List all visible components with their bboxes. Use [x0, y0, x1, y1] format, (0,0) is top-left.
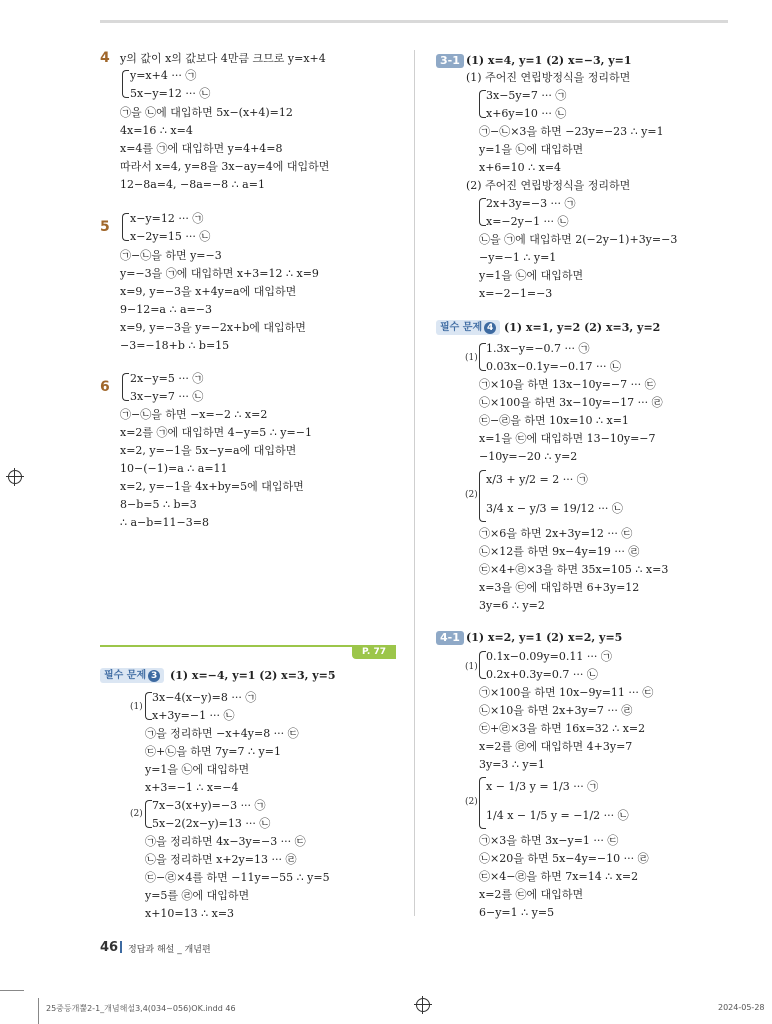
exercise-badge: 3-1	[436, 54, 464, 68]
print-file-info: 25중등개뿔2-1_개념해설3,4(034~056)OK.indd 46	[46, 1004, 236, 1013]
solution-line: ㉢−㉣을 하면 10x=10 ∴ x=1	[479, 414, 629, 427]
system-brace	[145, 800, 152, 828]
registration-mark-icon	[416, 998, 430, 1012]
print-date: 2024-05-28	[718, 1003, 765, 1012]
solution-line: ∴ a−b=11−3=8	[120, 516, 209, 529]
system-brace	[479, 777, 486, 829]
page-reference-tab: P. 77	[352, 645, 396, 659]
problem-number: 4	[100, 50, 110, 66]
equation-line: x−2y=15 ··· ㉡	[130, 230, 211, 243]
answer-line: (1) x=−4, y=1 (2) x=3, y=5	[170, 669, 336, 682]
system-brace	[145, 692, 152, 720]
equation-line: 2x−y=5 ··· ㉠	[130, 372, 204, 385]
solution-line: (1) 주어진 연립방정식을 정리하면	[466, 71, 631, 84]
solution-line: −y=−1 ∴ y=1	[479, 251, 557, 264]
solution-line: ㉢×4+㉣×3을 하면 35x=105 ∴ x=3	[479, 563, 669, 576]
solution-line: x=2를 ㉢에 대입하면	[479, 888, 584, 901]
system-brace	[122, 70, 129, 98]
equation-line: x+3y=−1 ··· ㉡	[152, 709, 235, 722]
solution-line: 9−12=a ∴ a=−3	[120, 303, 212, 316]
solution-line: 따라서 x=4, y=8을 3x−ay=4에 대입하면	[120, 160, 330, 173]
system-brace	[479, 343, 486, 371]
system-brace	[479, 651, 486, 679]
equation-line: 1/4 x − 1/5 y = −1/2 ··· ㉡	[486, 809, 629, 822]
equation-line: 3/4 x − y/3 = 19/12 ··· ㉡	[486, 502, 623, 515]
solution-line: ㉢+㉣×3을 하면 16x=32 ∴ x=2	[479, 722, 646, 735]
badge-label: 필수 문제	[440, 322, 483, 333]
solution-line: x=2, y=−1을 5x−y=a에 대입하면	[120, 444, 297, 457]
badge-number: 3	[148, 670, 160, 682]
footer-title: 정답과 해설 _ 개념편	[128, 945, 211, 955]
solution-line: x=3을 ㉢에 대입하면 6+3y=12	[479, 581, 640, 594]
solution-line: x+3=−1 ∴ x=−4	[145, 781, 239, 794]
top-rule	[100, 20, 728, 23]
equation-line: x=−2y−1 ··· ㉡	[486, 215, 569, 228]
solution-line: 12−8a=4, −8a=−8 ∴ a=1	[120, 178, 265, 191]
solution-line: 3y=6 ∴ y=2	[479, 599, 545, 612]
badge-label: 필수 문제	[104, 670, 147, 681]
solution-line: x+10=13 ∴ x=3	[145, 907, 235, 920]
registration-mark-icon	[8, 470, 22, 484]
solution-line: ㉡×100을 하면 3x−10y=−17 ··· ㉣	[479, 396, 663, 409]
solution-line: −10y=−20 ∴ y=2	[479, 450, 578, 463]
solution-line: 4x=16 ∴ x=4	[120, 124, 193, 137]
solution-line: ㉡을 정리하면 x+2y=13 ··· ㉣	[145, 853, 297, 866]
subquestion-label: (2)	[130, 809, 143, 819]
subquestion-label: (2)	[465, 797, 478, 807]
problem-number: 5	[100, 219, 110, 235]
solution-line: ㉠×3을 하면 3x−y=1 ··· ㉢	[479, 834, 619, 847]
crop-mark	[0, 990, 24, 991]
equation-line: 3x−5y=7 ··· ㉠	[486, 89, 567, 102]
solution-line: 6−y=1 ∴ y=5	[479, 906, 555, 919]
subquestion-label: (1)	[130, 702, 143, 712]
equation-line: 7x−3(x+y)=−3 ··· ㉠	[152, 799, 266, 812]
answer-line: (1) x=4, y=1 (2) x=−3, y=1	[466, 54, 632, 67]
equation-line: 3x−y=7 ··· ㉡	[130, 390, 204, 403]
solution-line: ㉢−㉣×4를 하면 −11y=−55 ∴ y=5	[145, 871, 330, 884]
equation-line: 3x−4(x−y)=8 ··· ㉠	[152, 691, 257, 704]
solution-line: x=−2−1=−3	[479, 287, 553, 300]
solution-line: ㉠×10을 하면 13x−10y=−7 ··· ㉢	[479, 378, 656, 391]
equation-line: y=x+4 ··· ㉠	[130, 69, 197, 82]
solution-line: x=9, y=−3을 y=−2x+b에 대입하면	[120, 321, 306, 334]
solution-line: x+6=10 ∴ x=4	[479, 161, 562, 174]
column-divider	[414, 50, 415, 916]
solution-line: ㉢+㉡을 하면 7y=7 ∴ y=1	[145, 745, 281, 758]
solution-line: y의 값이 x의 값보다 4만큼 크므로 y=x+4	[120, 52, 326, 65]
system-brace	[479, 90, 486, 118]
solution-line: ㉡×12를 하면 9x−4y=19 ··· ㉣	[479, 545, 640, 558]
equation-line: 0.03x−0.1y=−0.17 ··· ㉡	[486, 360, 622, 373]
badge-number: 4	[484, 322, 496, 334]
solution-line: ㉡을 ㉠에 대입하면 2(−2y−1)+3y=−3	[479, 233, 678, 246]
solution-line: y=1을 ㉡에 대입하면	[145, 763, 250, 776]
solution-line: (2) 주어진 연립방정식을 정리하면	[466, 179, 631, 192]
equation-line: x−y=12 ··· ㉠	[130, 212, 204, 225]
subquestion-label: (1)	[465, 353, 478, 363]
solution-line: ㉠×6을 하면 2x+3y=12 ··· ㉢	[479, 527, 633, 540]
problem-badge	[100, 668, 164, 683]
solution-line: ㉠을 정리하면 4x−3y=−3 ··· ㉢	[145, 835, 306, 848]
solution-line: ㉡×20을 하면 5x−4y=−10 ··· ㉣	[479, 852, 649, 865]
page-number: 46	[100, 940, 119, 955]
solution-line: ㉡×10을 하면 2x+3y=7 ··· ㉣	[479, 704, 633, 717]
solution-line: 8−b=5 ∴ b=3	[120, 498, 197, 511]
solution-line: x=2를 ㉠에 대입하면 4−y=5 ∴ y=−1	[120, 426, 312, 439]
subquestion-label: (1)	[465, 662, 478, 672]
equation-line: 5x−y=12 ··· ㉡	[130, 87, 211, 100]
solution-line: y=1을 ㉡에 대입하면	[479, 269, 584, 282]
system-brace	[479, 470, 486, 522]
problem-number: 6	[100, 379, 110, 395]
solution-line: ㉠−㉡을 하면 y=−3	[120, 249, 222, 262]
equation-line: 2x+3y=−3 ··· ㉠	[486, 197, 576, 210]
equation-line: x/3 + y/2 = 2 ··· ㉠	[486, 473, 588, 486]
solution-line: x=2를 ㉣에 대입하면 4+3y=7	[479, 740, 633, 753]
solution-line: ㉠을 ㉡에 대입하면 5x−(x+4)=12	[120, 106, 293, 119]
solution-line: ㉠−㉡을 하면 −x=−2 ∴ x=2	[120, 408, 268, 421]
solution-line: 10−(−1)=a ∴ a=11	[120, 462, 228, 475]
equation-line: 5x−2(2x−y)=13 ··· ㉡	[152, 817, 271, 830]
solution-line: x=2, y=−1을 4x+by=5에 대입하면	[120, 480, 304, 493]
system-brace	[122, 213, 129, 241]
equation-line: 1.3x−y=−0.7 ··· ㉠	[486, 342, 590, 355]
footer-accent	[120, 941, 122, 953]
solution-line: ㉠−㉡×3을 하면 −23y=−23 ∴ y=1	[479, 125, 664, 138]
solution-line: y=−3을 ㉠에 대입하면 x+3=12 ∴ x=9	[120, 267, 319, 280]
answer-line: (1) x=2, y=1 (2) x=2, y=5	[466, 631, 623, 644]
system-brace	[479, 198, 486, 226]
solution-line: y=1을 ㉡에 대입하면	[479, 143, 584, 156]
answer-line: (1) x=1, y=2 (2) x=3, y=2	[504, 321, 661, 334]
solution-line: ㉠×100을 하면 10x−9y=11 ··· ㉢	[479, 686, 654, 699]
equation-line: x+6y=10 ··· ㉡	[486, 107, 567, 120]
solution-line: −3=−18+b ∴ b=15	[120, 339, 230, 352]
crop-mark	[38, 998, 39, 1024]
exercise-badge: 4-1	[436, 631, 464, 645]
problem-badge	[436, 320, 500, 335]
solution-line: x=4를 ㉠에 대입하면 y=4+4=8	[120, 142, 283, 155]
solution-line: 3y=3 ∴ y=1	[479, 758, 545, 771]
subquestion-label: (2)	[465, 490, 478, 500]
equation-line: x − 1/3 y = 1/3 ··· ㉠	[486, 780, 599, 793]
solution-line: x=9, y=−3을 x+4y=a에 대입하면	[120, 285, 297, 298]
solution-line: ㉢×4−㉣을 하면 7x=14 ∴ x=2	[479, 870, 639, 883]
solution-line: ㉠을 정리하면 −x+4y=8 ··· ㉢	[145, 727, 299, 740]
solution-line: x=1을 ㉢에 대입하면 13−10y=−7	[479, 432, 656, 445]
solution-line: y=5를 ㉣에 대입하면	[145, 889, 250, 902]
system-brace	[122, 373, 129, 401]
equation-line: 0.1x−0.09y=0.11 ··· ㉠	[486, 650, 612, 663]
equation-line: 0.2x+0.3y=0.7 ··· ㉡	[486, 668, 598, 681]
